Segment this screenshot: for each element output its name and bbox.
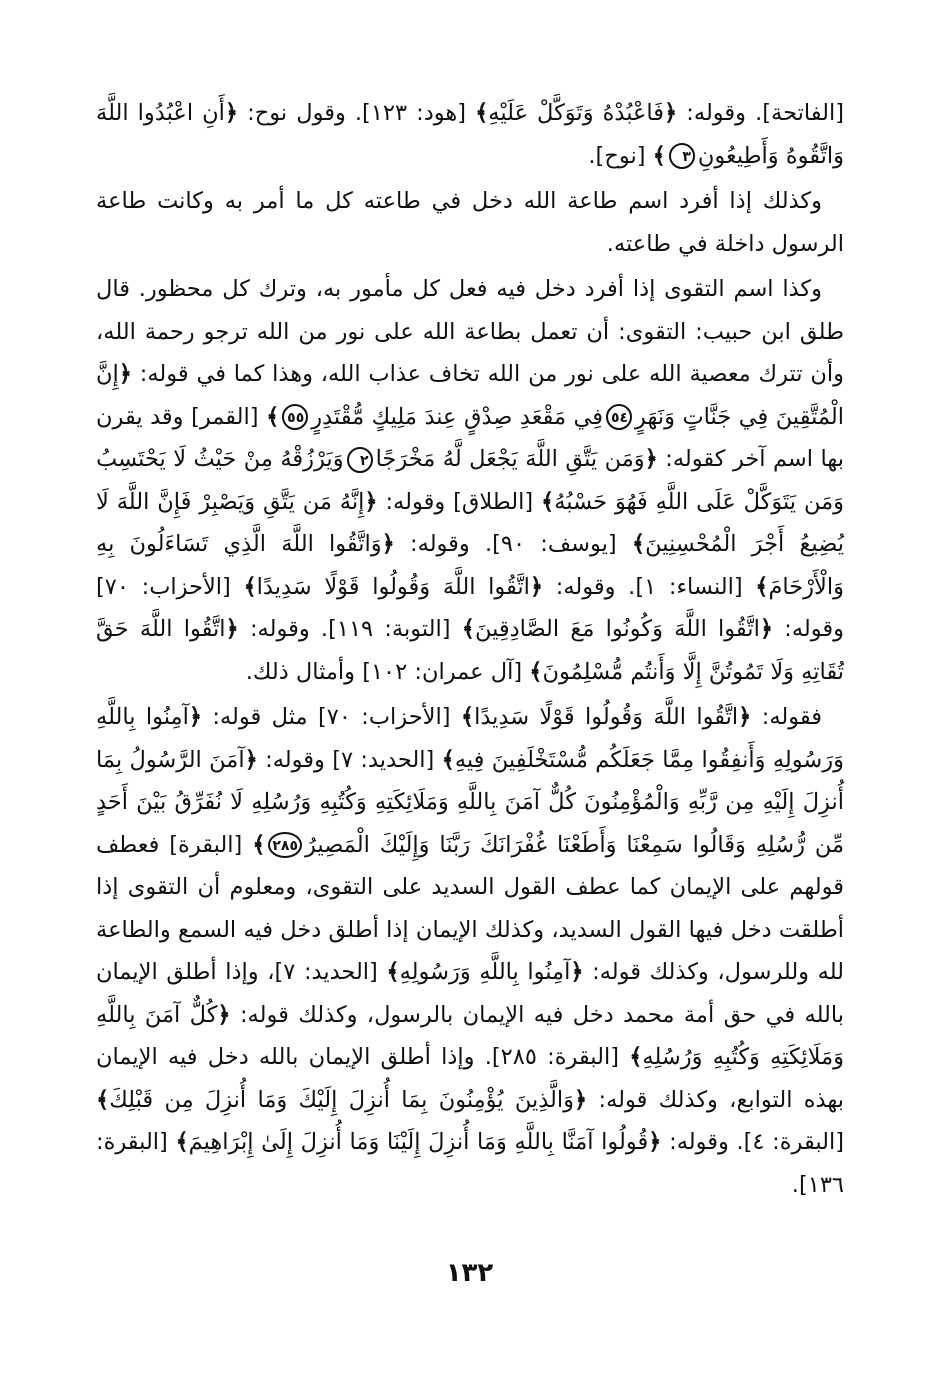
ayah-number-marker: ٥٥ [282, 404, 308, 430]
paragraph [96, 696, 844, 1206]
quran-verse-text: وَالَّذِينَ يُؤْمِنُونَ بِمَا أُنزِلَ إِلَيْكَ وَمَا أُنزِلَ مِن قَبْلِكَ [109, 1086, 575, 1113]
quran-verse-text: وَاتَّقُوا اللَّهَ الَّذِي تَسَاءَلُونَ بِهِ وَالْأَرْحَامَ [96, 531, 844, 600]
verse-bracket: ﴿ [529, 573, 544, 600]
text-with-reference: [الحديد: ٧]، وإذا أطلق الإيمان بالله في حق أمة محمد دخل فيه الإيمان بالرسول، وكذلك قوله: [96, 959, 844, 1028]
verse-bracket: ﴾ [243, 573, 257, 600]
verse-bracket: ﴿ [217, 1001, 231, 1028]
ayah-number-marker: ٥٤ [606, 404, 632, 430]
text-with-reference: [الحديد: ٧] وقوله: [257, 746, 442, 773]
verse-bracket: ﴾ [175, 1129, 189, 1155]
text-with-reference: [الفاتحة]. وقوله: [677, 100, 845, 126]
ayah-number-marker: ٢٨٥ [268, 832, 302, 858]
verse-bracket: ﴾ [252, 831, 266, 858]
verse-bracket: ﴿ [644, 446, 658, 472]
verse-bracket: ﴿ [381, 531, 395, 557]
body-text: وكذا اسم التقوى إذا أفرد دخل فيه فعل كل مأمور به، وترك كل محظور. قال طلق ابن حبيب: التقوى: أن تعمل بطاعة الله على نور من الله ترجو رحمة الله، وأن تترك معصية الله على نور من الله تخاف عذاب الله، وهذا كما في قوله: [96, 276, 844, 387]
quran-verse-text: آمَنَ الرَّسُولُ بِمَا أُنزِلَ إِلَيْهِ مِن رَّبِّهِ وَالْمُؤْمِنُونَ كُلٌّ آمَنَ بِاللَّهِ وَمَلَائِكَتِهِ وَكُتُبِهِ وَرُسُلِهِ لَا نُفَرِّقُ بَيْنَ أَحَدٍ مِّن رُّسُلِهِ وَقَالُوا سَمِعْنَا وَأَطَعْنَا غُفْرَانَكَ رَبَّنَا وَإِلَيْكَ الْمَصِيرُ [96, 746, 844, 858]
verse-bracket: ﴿ [648, 1129, 662, 1155]
text-with-reference: [هود: ١٢٣]. وقول نوح: [238, 100, 476, 126]
verse-bracket: ﴿ [574, 1086, 588, 1113]
quran-verse-text: كُلٌّ آمَنَ بِاللَّهِ وَمَلَائِكَتِهِ وَكُتُبِهِ وَرُسُلِهِ [96, 1001, 845, 1070]
page-number: ١٣٢ [445, 1258, 494, 1288]
body-text: فقوله: [751, 704, 823, 730]
quran-verse-text: قُولُوا آمَنَّا بِاللَّهِ وَمَا أُنزِلَ إِلَيْنَا وَمَا أُنزِلَ إِلَىٰ إِبْرَاهِيمَ [188, 1129, 649, 1155]
quran-verse-text: آمِنُوا بِاللَّهِ وَرَسُولِهِ وَأَنفِقُوا مِمَّا جَعَلَكُم مُّسْتَخْلَفِينَ فِيهِ [96, 704, 844, 773]
verse-bracket: ﴾ [541, 488, 555, 515]
verse-bracket: ﴾ [475, 100, 489, 126]
text-with-reference: [الأحزاب: ٧٠] مثل قوله: [202, 704, 461, 730]
verse-bracket: ﴾ [629, 1044, 643, 1070]
quran-verse-text: اتَّقُوا اللَّهَ وَقُولُوا قَوْلًا سَدِيدًا [474, 704, 739, 730]
quran-verse-text: وَيَرْزُقْهُ مِنْ حَيْثُ لَا يَحْتَسِبُ وَمَن يَتَوَكَّلْ عَلَى اللَّهِ فَهُوَ حَسْبُهُ [96, 446, 845, 515]
body-text: وكذلك إذا أفرد اسم طاعة الله دخل في طاعته كل ما أمر به وكانت طاعة الرسول داخلة في طاعته. [96, 188, 844, 257]
verse-bracket: ﴿ [738, 704, 752, 730]
verse-bracket: ﴿ [188, 704, 203, 730]
body-text: [الطلاق] وقوله: [377, 488, 542, 515]
quran-verse-text: اتَّقُوا اللَّهَ وَقُولُوا قَوْلًا سَدِيدًا [256, 573, 530, 600]
verse-bracket: ﴿ [364, 488, 378, 515]
verse-bracket: ﴾ [529, 658, 543, 685]
text-with-reference: [نوح]. [588, 142, 653, 169]
verse-bracket: ﴿ [118, 361, 132, 387]
text-with-reference: [التوبة: ١١٩]. وقوله: [238, 616, 462, 642]
paragraph [96, 180, 844, 265]
quran-verse-text: إِنَّهُ مَن يَتَّقِ وَيَصْبِرْ فَإِنَّ اللَّهَ لَا يُضِيعُ أَجْرَ الْمُحْسِنِينَ [96, 488, 844, 557]
ayah-number-marker: ٣ [669, 143, 695, 169]
quran-verse-text: اتَّقُوا اللَّهَ وَكُونُوا مَعَ الصَّادِقِينَ [474, 616, 760, 642]
quran-verse-text: آمِنُوا بِاللَّهِ وَرَسُولِهِ [399, 959, 571, 985]
quran-verse-text: وَمَن يَتَّقِ اللَّهَ يَجْعَل لَّهُ مَخْرَجًا [375, 446, 645, 472]
verse-bracket: ﴾ [631, 531, 646, 557]
verse-bracket: ﴿ [225, 616, 239, 642]
text-with-reference: [البقرة: ١٣٦]. [96, 1129, 844, 1198]
quran-verse-text: إِنَّ الْمُتَّقِينَ فِي جَنَّاتٍ وَنَهَرٍ [96, 361, 844, 430]
body-text: [القمر] وقد يقرن بها اسم آخر كقوله: [96, 403, 844, 472]
verse-bracket: ﴿ [759, 616, 774, 642]
quran-verse-text: فَاعْبُدْهُ وَتَوَكَّلْ عَلَيْهِ [488, 100, 665, 126]
book-page-body [96, 92, 844, 1206]
verse-bracket: ﴾ [461, 616, 475, 642]
text-with-reference: [آل عمران: ١٠٢] وأمثال ذلك. [245, 658, 530, 685]
text-with-reference: [البقرة: ٤]. وقوله: [661, 1129, 844, 1155]
quran-verse-text: أَنِ اعْبُدُوا اللَّهَ وَاتَّقُوهُ وَأَطِيعُونِ [96, 100, 844, 169]
text-with-reference: [البقرة: ٢٨٥]. وإذا أطلق الإيمان بالله دخل فيه الإيمان بهذه التوابع، وكذلك قوله: [96, 1044, 844, 1113]
paragraph [96, 268, 844, 693]
verse-bracket: ﴾ [266, 403, 280, 430]
text-with-reference: [النساء: ١]. وقوله: [543, 573, 756, 600]
verse-bracket: ﴿ [664, 100, 678, 126]
verse-bracket: ﴿ [570, 959, 584, 985]
paragraph [96, 92, 844, 177]
verse-bracket: ﴾ [460, 704, 475, 730]
verse-bracket: ﴾ [386, 959, 400, 985]
quran-verse-text: فِي مَقْعَدِ صِدْقٍ عِندَ مَلِيكٍ مُّقْتَدِرٍ [311, 403, 604, 430]
verse-bracket: ﴾ [441, 746, 455, 773]
quran-verse-text: اتَّقُوا اللَّهَ حَقَّ تُقَاتِهِ وَلَا تَمُوتُنَّ إِلَّا وَأَنتُم مُّسْلِمُونَ [96, 616, 844, 685]
verse-bracket: ﴿ [244, 746, 258, 773]
verse-bracket: ﴿ [224, 100, 239, 126]
ayah-number-marker: ٢ [347, 447, 373, 473]
text-with-reference: [يوسف: ٩٠]. وقوله: [394, 531, 632, 557]
body-text: [البقرة] فعطف قولهم على الإيمان كما عطف القول السديد على التقوى، ومعلوم أن التقوى إذا أطلقت دخل فيها القول السديد، وكذلك الإيمان إذا أطلق دخل فيه السمع والطاعة لله وللرسول، وكذلك قوله: [96, 831, 844, 985]
verse-bracket: ﴾ [652, 142, 666, 169]
verse-bracket: ﴾ [755, 573, 769, 600]
text-with-reference: [الأحزاب: ٧٠] وقوله: [96, 573, 844, 642]
verse-bracket: ﴾ [96, 1086, 110, 1113]
